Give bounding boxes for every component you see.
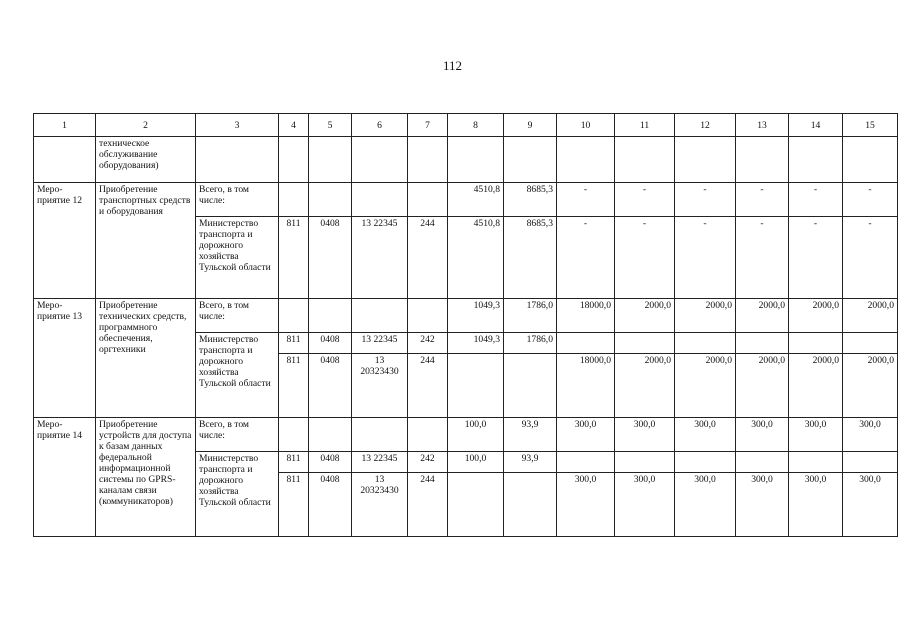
- table-cell: 244: [408, 354, 448, 418]
- page-number: 112: [442, 58, 463, 73]
- measure-name-cell: Приобретение устройств для доступа к базам данных федеральной информационной системы по GPRS-каналам связи (коммуникаторов): [96, 418, 196, 537]
- table-cell: 0408: [309, 354, 352, 418]
- table-cell: [309, 137, 352, 183]
- executor-cell: Министерство транспорта и дорожного хозяйства Тульской области: [196, 333, 279, 418]
- value-cell: 300,0: [843, 418, 898, 452]
- header-cell: 8: [448, 114, 504, 137]
- value-cell: 4510,8: [448, 183, 504, 217]
- value-cell: 300,0: [789, 418, 843, 452]
- table-cell: [352, 183, 408, 217]
- value-cell: -: [736, 217, 789, 299]
- measure-name-cell: техническое обслуживание оборудования): [96, 137, 196, 183]
- table-cell: 0408: [309, 333, 352, 354]
- value-cell: 300,0: [675, 418, 736, 452]
- header-cell: 14: [789, 114, 843, 137]
- header-cell: 7: [408, 114, 448, 137]
- table-cell: 811: [279, 217, 309, 299]
- header-cell: 9: [504, 114, 557, 137]
- measure-label-cell: [34, 418, 96, 537]
- table-cell: [408, 137, 448, 183]
- measure-label-line: Меро-: [37, 300, 63, 311]
- table-cell: 242: [408, 452, 448, 473]
- executor-cell: Министерство транспорта и дорожного хозяйства Тульской области: [196, 452, 279, 537]
- table-cell: 811: [279, 354, 309, 418]
- table-cell: [309, 418, 352, 452]
- value-cell: [843, 333, 898, 354]
- table-cell: 13 20323430: [352, 473, 408, 537]
- header-cell: 2: [96, 114, 196, 137]
- table-cell: 0408: [309, 473, 352, 537]
- header-cell: 6: [352, 114, 408, 137]
- measure-13-total-row: [34, 299, 898, 333]
- value-cell: -: [736, 183, 789, 217]
- measure-12-total-row: [34, 183, 898, 217]
- value-cell: [504, 473, 557, 537]
- value-cell: 2000,0: [736, 299, 789, 333]
- header-cell: 5: [309, 114, 352, 137]
- value-cell: -: [615, 183, 675, 217]
- table-cell: 811: [279, 473, 309, 537]
- table-cell: 13 22345: [352, 452, 408, 473]
- budget-table: [33, 113, 898, 537]
- measure-label-line: приятие 12: [37, 195, 83, 206]
- table-cell: 13 22345: [352, 333, 408, 354]
- value-cell: 2000,0: [675, 354, 736, 418]
- header-cell: 10: [557, 114, 615, 137]
- value-cell: -: [675, 183, 736, 217]
- table-cell: 811: [279, 333, 309, 354]
- value-cell: 93,9: [504, 418, 557, 452]
- table-cell: [309, 183, 352, 217]
- header-cell: 1: [34, 114, 96, 137]
- value-cell: 8685,3: [504, 217, 557, 299]
- header-cell: 4: [279, 114, 309, 137]
- header-cell: 13: [736, 114, 789, 137]
- value-cell: [448, 473, 504, 537]
- value-cell: [557, 333, 615, 354]
- value-cell: 300,0: [736, 418, 789, 452]
- table-cell: [675, 137, 736, 183]
- table-cell: [789, 137, 843, 183]
- header-cell: 15: [843, 114, 898, 137]
- table-cell: [615, 137, 675, 183]
- value-cell: 4510,8: [448, 217, 504, 299]
- measure-label-line: Меро-: [37, 419, 63, 430]
- value-cell: 2000,0: [843, 299, 898, 333]
- value-cell: 300,0: [789, 473, 843, 537]
- continuation-row: [34, 137, 898, 183]
- value-cell: -: [843, 217, 898, 299]
- table-cell: [279, 418, 309, 452]
- value-cell: 300,0: [843, 473, 898, 537]
- table-cell: 0408: [309, 452, 352, 473]
- measure-label-line: Меро-: [37, 184, 63, 195]
- value-cell: [615, 452, 675, 473]
- measure-14-total-row: [34, 418, 898, 452]
- value-cell: 300,0: [675, 473, 736, 537]
- table-cell: [408, 299, 448, 333]
- value-cell: 1049,3: [448, 333, 504, 354]
- header-cell: 12: [675, 114, 736, 137]
- table-cell: [408, 418, 448, 452]
- table-cell: 244: [408, 473, 448, 537]
- value-cell: 18000,0: [557, 354, 615, 418]
- value-cell: -: [789, 183, 843, 217]
- table-cell: [408, 183, 448, 217]
- value-cell: -: [675, 217, 736, 299]
- measure-name-cell: Приобретение технических средств, программного обеспечения, оргтехники: [96, 299, 196, 418]
- value-cell: [675, 452, 736, 473]
- table-cell: [843, 137, 898, 183]
- header-cell: 3: [196, 114, 279, 137]
- value-cell: 2000,0: [789, 354, 843, 418]
- value-cell: 2000,0: [615, 299, 675, 333]
- measure-label-cell: [34, 299, 96, 418]
- header-cell: 11: [615, 114, 675, 137]
- measure-label-cell: [34, 183, 96, 299]
- value-cell: -: [789, 217, 843, 299]
- table-cell: [448, 137, 504, 183]
- value-cell: [557, 452, 615, 473]
- table-cell: [736, 137, 789, 183]
- header-row: [34, 114, 898, 137]
- table-cell: [34, 137, 96, 183]
- value-cell: [615, 333, 675, 354]
- table-cell: [352, 137, 408, 183]
- value-cell: 100,0: [448, 418, 504, 452]
- table-cell: 244: [408, 217, 448, 299]
- value-cell: 93,9: [504, 452, 557, 473]
- value-cell: 1786,0: [504, 299, 557, 333]
- value-cell: 2000,0: [843, 354, 898, 418]
- value-cell: 18000,0: [557, 299, 615, 333]
- measure-label-line: приятие 13: [37, 311, 83, 322]
- value-cell: 300,0: [736, 473, 789, 537]
- value-cell: -: [615, 217, 675, 299]
- value-cell: [736, 333, 789, 354]
- table-cell: [279, 137, 309, 183]
- table-cell: [279, 299, 309, 333]
- value-cell: -: [557, 217, 615, 299]
- table-cell: [196, 137, 279, 183]
- executor-cell: Министерство транспорта и дорожного хозяйства Тульской области: [196, 217, 279, 299]
- value-cell: 2000,0: [675, 299, 736, 333]
- table-cell: [504, 137, 557, 183]
- value-cell: 100,0: [448, 452, 504, 473]
- table-cell: [279, 183, 309, 217]
- value-cell: [843, 452, 898, 473]
- measure-label-line: приятие 14: [37, 430, 83, 441]
- value-cell: [789, 333, 843, 354]
- value-cell: 300,0: [615, 473, 675, 537]
- value-cell: 1786,0: [504, 333, 557, 354]
- value-cell: 2000,0: [789, 299, 843, 333]
- total-label-cell: Всего, в том числе:: [196, 183, 279, 217]
- table-cell: 242: [408, 333, 448, 354]
- table-cell: 0408: [309, 217, 352, 299]
- table-cell: [352, 299, 408, 333]
- table-cell: [557, 137, 615, 183]
- value-cell: 300,0: [557, 418, 615, 452]
- total-label-cell: Всего, в том числе:: [196, 299, 279, 333]
- measure-name-cell: Приобретение транспортных средств и оборудования: [96, 183, 196, 299]
- table-cell: 811: [279, 452, 309, 473]
- table-cell: [352, 418, 408, 452]
- value-cell: [736, 452, 789, 473]
- table-cell: [309, 299, 352, 333]
- value-cell: 8685,3: [504, 183, 557, 217]
- value-cell: 300,0: [615, 418, 675, 452]
- value-cell: [675, 333, 736, 354]
- value-cell: 1049,3: [448, 299, 504, 333]
- value-cell: 2000,0: [615, 354, 675, 418]
- value-cell: 300,0: [557, 473, 615, 537]
- value-cell: [448, 354, 504, 418]
- value-cell: 2000,0: [736, 354, 789, 418]
- table-cell: 13 22345: [352, 217, 408, 299]
- value-cell: [504, 354, 557, 418]
- value-cell: [789, 452, 843, 473]
- value-cell: -: [843, 183, 898, 217]
- total-label-cell: Всего, в том числе:: [196, 418, 279, 452]
- table-cell: 13 20323430: [352, 354, 408, 418]
- value-cell: -: [557, 183, 615, 217]
